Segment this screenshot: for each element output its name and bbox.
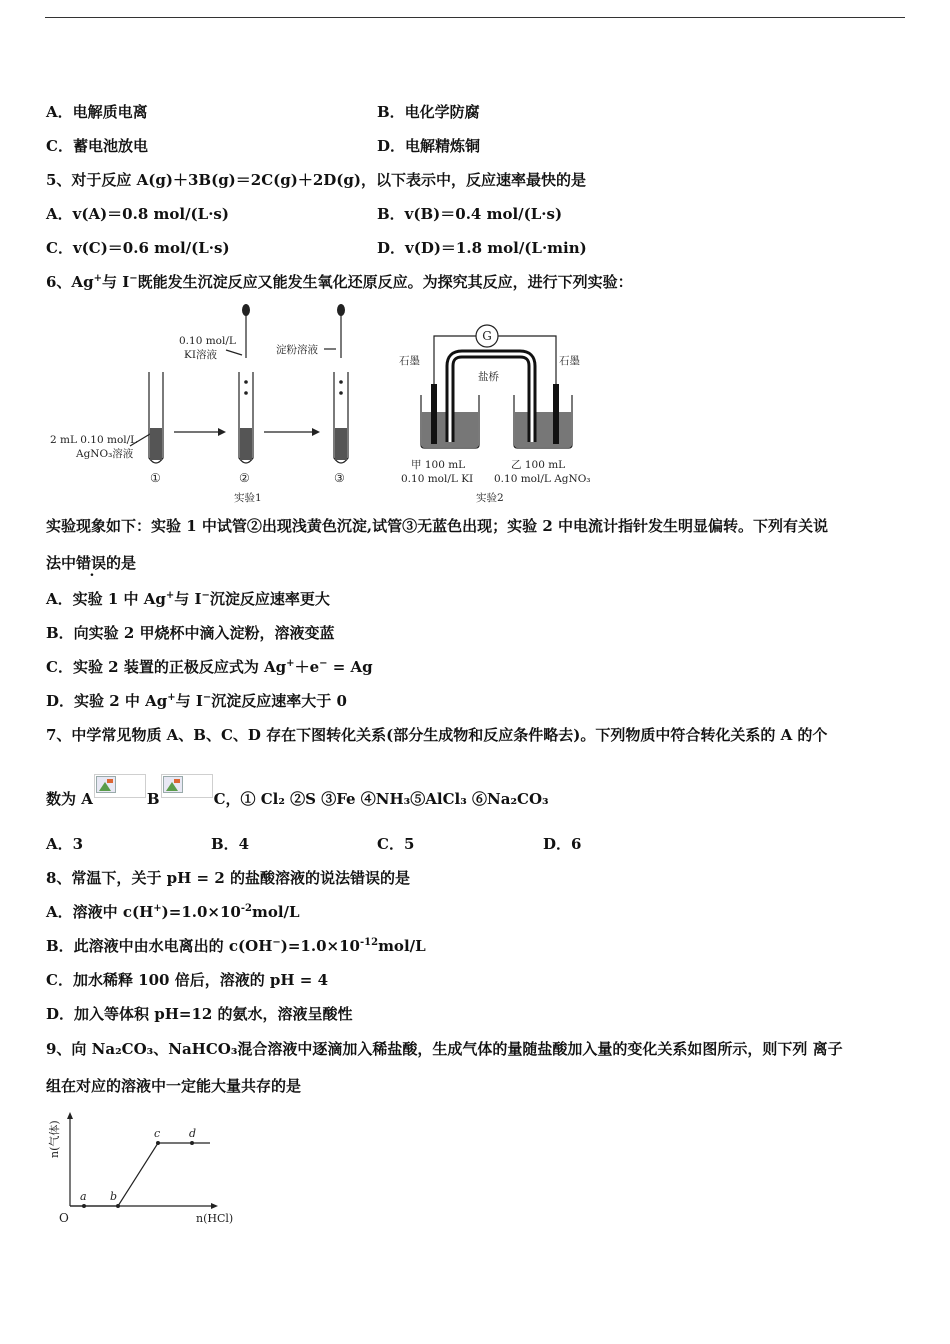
graphite-right-label: 石墨: [559, 355, 580, 367]
q5-option-c: C．v(C)＝0.6 mol/(L·s): [46, 239, 230, 257]
q6-option-c: C．实验 2 装置的正极反应式为 Ag+＋e− = Ag: [46, 658, 373, 676]
tube-name-label: AgNO₃溶液: [76, 448, 134, 460]
q8-stem: 8、常温下，关于 pH = 2 的盐酸溶液的说法错误的是: [46, 869, 410, 887]
emphasis-wrong: 错误: [76, 554, 107, 572]
q7-option-b: B．4: [211, 835, 250, 853]
q5-option-a: A．v(A)＝0.8 mol/(L·s): [46, 205, 229, 223]
beaker1-conc-label: 0.10 mol/L KI: [401, 473, 474, 485]
beaker2-volume-label: 乙 100 mL: [511, 459, 566, 471]
q8-option-b: B．此溶液中由水电离出的 $c(OH^-)=1.0\times 10^{-12}mol/L$: [46, 937, 426, 955]
q6-phenomenon-line2: 法中错误的是: [46, 554, 137, 572]
beaker1-volume-label: 甲 100 mL: [411, 459, 466, 471]
exp2-caption: 实验2: [476, 492, 504, 504]
q4-option-c: C．蓄电池放电: [46, 137, 148, 155]
q6-option-a: A．实验 1 中 Ag+与 I−沉淀反应速率更大: [46, 590, 330, 608]
tube3-number: ③: [334, 471, 345, 485]
q9-gas-vs-hcl-graph: [46, 1108, 256, 1233]
dropper1-name-label: KI溶液: [184, 349, 217, 361]
dropper1-conc-label: 0.10 mol/L: [179, 335, 236, 347]
q7-stem-line2: 数为 A B C，① Cl₂ ②S ③Fe ④NH₃⑤AlCl₃ ⑥Na₂CO₃: [46, 774, 549, 818]
q5-option-b: B．v(B)＝0.4 mol/(L·s): [377, 205, 563, 223]
header-rule: [45, 17, 905, 18]
q7-option-d: D．6: [543, 835, 582, 853]
galvanometer-label: G: [482, 329, 492, 343]
broken-image-icon: [161, 774, 213, 798]
point-d-label: d: [189, 1127, 197, 1140]
q7-option-a: A．3: [46, 835, 84, 853]
q4-option-b: B．电化学防腐: [377, 103, 480, 121]
graphite-left-label: 石墨: [399, 355, 420, 367]
q6-stem: 6、Ag+与 I−既能发生沉淀反应又能发生氧化还原反应。为探究其反应，进行下列实验：: [46, 273, 633, 291]
tube1-number: ①: [150, 471, 161, 485]
y-axis-label: n(气体): [48, 1120, 61, 1158]
point-c-label: c: [154, 1127, 161, 1140]
q4-option-a: A．电解质电离: [46, 103, 148, 121]
q7-stem: 7、中学常见物质 A、B、C、D 存在下图转化关系(部分生成物和反应条件略去)。下列物质中符合转化关系的 A 的个: [46, 726, 828, 744]
q8-option-c: C．加水稀释 100 倍后，溶液的 pH = 4: [46, 971, 329, 989]
q7-option-c: C．5: [377, 835, 415, 853]
broken-image-icon: [94, 774, 146, 798]
q6-phenomenon-line1: 实验现象如下：实验 1 中试管②出现浅黄色沉淀,试管③无蓝色出现；实验 2 中电流计指针发生明显偏转。下列有关说: [46, 517, 828, 535]
tube2-number: ②: [239, 471, 250, 485]
q6-experiment-figure: [46, 300, 606, 510]
q5-option-d: D．v(D)＝1.8 mol/(L·min): [377, 239, 587, 257]
point-b-label: b: [110, 1190, 118, 1203]
exp1-caption: 实验1: [234, 492, 262, 504]
q9-stem: 9、向 Na₂CO₃、NaHCO₃混合溶液中逐滴加入稀盐酸，生成气体的量随盐酸加入量的变化关系如图所示，则下列 离子: [46, 1040, 843, 1058]
dropper2-label: 淀粉溶液: [276, 344, 318, 356]
q5-stem: 5、对于反应 A(g)＋3B(g)＝2C(g)＋2D(g)，以下表示中，反应速率最快的是: [46, 171, 586, 189]
q9-stem-line2: 组在对应的溶液中一定能大量共存的是: [46, 1077, 302, 1095]
q6-option-d: D．实验 2 中 Ag+与 I−沉淀反应速率大于 0: [46, 692, 347, 710]
beaker2-conc-label: 0.10 mol/L AgNO₃: [494, 473, 591, 485]
q8-option-d: D．加入等体积 pH=12 的氨水，溶液呈酸性: [46, 1005, 353, 1023]
q8-option-a: A．溶液中 $c(H^+)=1.0\times 10^{-2}mol/L$: [46, 903, 300, 921]
q6-option-b: B．向实验 2 甲烧杯中滴入淀粉，溶液变蓝: [46, 624, 335, 642]
origin-label: O: [59, 1211, 69, 1225]
q4-option-d: D．电解精炼铜: [377, 137, 481, 155]
point-a-label: a: [80, 1190, 87, 1203]
tube-conc-label: 2 mL 0.10 mol/L: [50, 434, 138, 446]
x-axis-label: n(HCl): [196, 1212, 234, 1225]
salt-bridge-label: 盐桥: [478, 371, 499, 383]
